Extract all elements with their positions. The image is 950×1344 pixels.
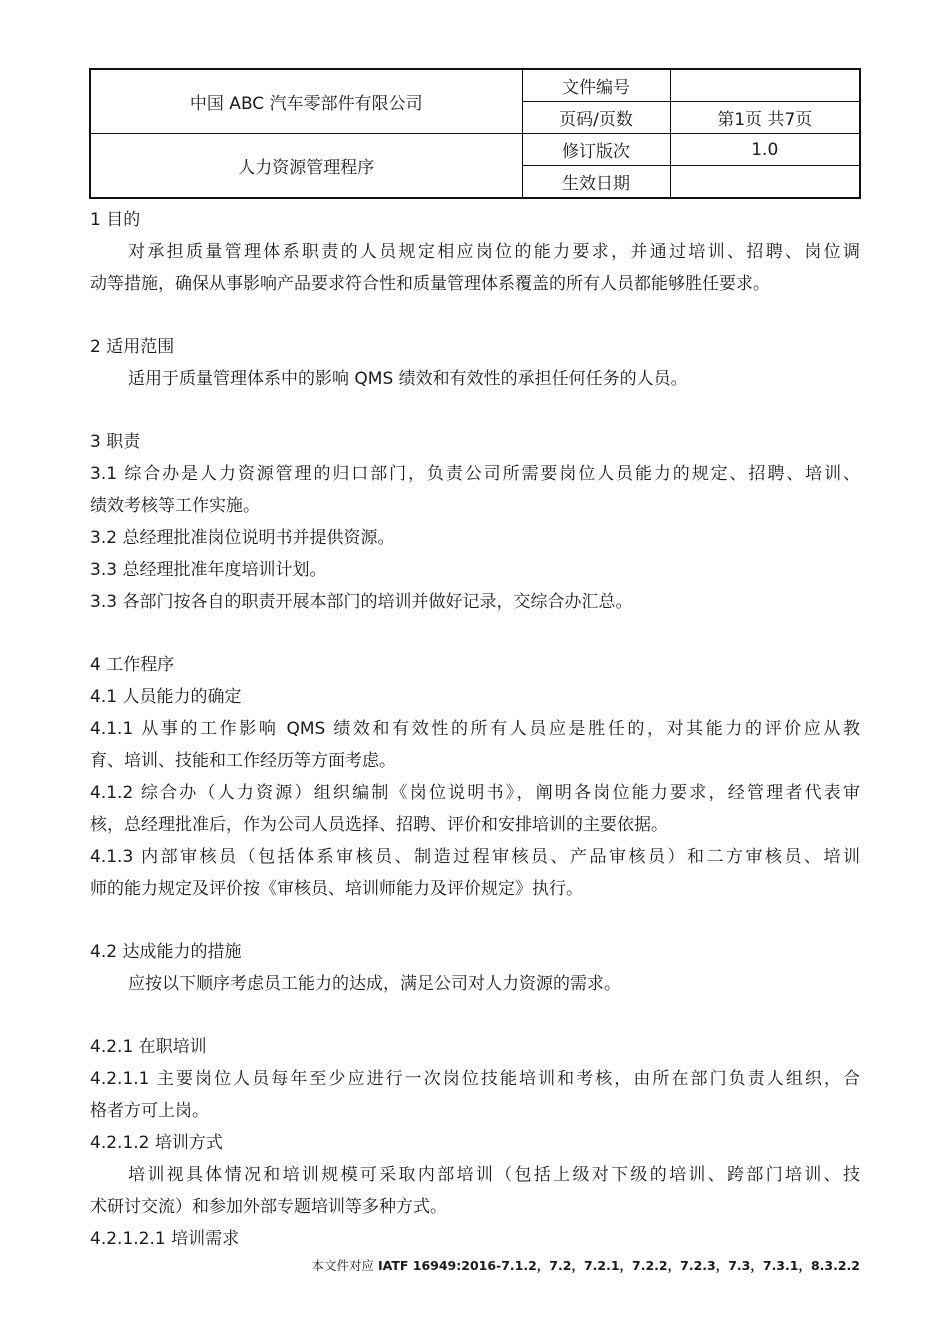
subsection-heading: 4.2.1 在职培训 — [90, 1037, 207, 1057]
document-body — [90, 204, 860, 1255]
paragraph-line: 3.3 总经理批准年度培训计划。 — [90, 560, 327, 580]
paragraph-line: 绩效考核等工作实施。 — [90, 496, 260, 516]
paragraph-line: 4.1.1 从事的工作影响 QMS 绩效和有效性的所有人员应是胜任的，对其能力的评价应从教 — [90, 719, 860, 739]
paragraph-line: 育、培训、技能和工作经历等方面考虑。 — [90, 751, 396, 771]
section-heading-scope: 2 适用范围 — [90, 337, 175, 357]
value-effective-date — [670, 166, 860, 199]
paragraph-line: 4.2.1.1 主要岗位人员每年至少应进行一次岗位技能培训和考核，由所在部门负责人组织，合 — [90, 1069, 860, 1089]
paragraph-line: 术研讨交流）和参加外部专题培训等多种方式。 — [90, 1197, 447, 1217]
paragraph-line: 3.1 综合办是人力资源管理的归口部门，负责公司所需要岗位人员能力的规定、招聘、培训、 — [90, 464, 860, 484]
company-name: 中国 ABC 汽车零部件有限公司 — [90, 69, 522, 134]
label-doc-number: 文件编号 — [522, 69, 670, 102]
label-revision: 修订版次 — [522, 134, 670, 166]
footer-iatf-clauses: IATF 16949:2016-7.1.2，7.2，7.2.1，7.2.2，7.2.3，7.3，7.3.1，8.3.2.2 — [377, 1258, 860, 1273]
paragraph-line: 核，总经理批准后，作为公司人员选择、招聘、评价和安排培训的主要依据。 — [90, 815, 668, 835]
paragraph-line: 动等措施，确保从事影响产品要求符合性和质量管理体系覆盖的所有人员都能够胜任要求。 — [90, 274, 770, 294]
paragraph-line: 格者方可上岗。 — [90, 1101, 209, 1121]
section-heading-responsibilities: 3 职责 — [90, 432, 141, 452]
label-page-count: 页码/页数 — [522, 102, 670, 134]
paragraph-line: 适用于质量管理体系中的影响 QMS 绩效和有效性的承担任何任务的人员。 — [128, 369, 688, 389]
paragraph-line: 应按以下顺序考虑员工能力的达成，满足公司对人力资源的需求。 — [128, 974, 621, 994]
paragraph-line: 4.1.3 内部审核员（包括体系审核员、制造过程审核员、产品审核员）和二方审核员、培训 — [90, 847, 860, 867]
paragraph-line: 3.3 各部门按各自的职责开展本部门的培训并做好记录，交综合办汇总。 — [90, 592, 633, 612]
paragraph-line: 对承担质量管理体系职责的人员规定相应岗位的能力要求，并通过培训、招聘、岗位调 — [128, 242, 860, 262]
subsection-heading: 4.2.1.2.1 培训需求 — [90, 1229, 240, 1249]
subsection-heading: 4.2.1.2 培训方式 — [90, 1133, 223, 1153]
document-header-table — [89, 68, 861, 199]
paragraph-line: 4.1.2 综合办（人力资源）组织编制《岗位说明书》，阐明各岗位能力要求，经管理者代表审 — [90, 783, 860, 803]
paragraph-line: 培训视具体情况和培训规模可采取内部培训（包括上级对下级的培训、跨部门培训、技 — [128, 1165, 860, 1185]
section-heading-procedure: 4 工作程序 — [90, 655, 175, 675]
subsection-heading: 4.2 达成能力的措施 — [90, 942, 242, 962]
value-doc-number — [670, 69, 860, 102]
value-page-count: 第1页 共7页 — [670, 102, 860, 134]
section-heading-purpose: 1 目的 — [90, 210, 141, 230]
value-revision: 1.0 — [670, 134, 860, 166]
paragraph-line: 师的能力规定及评价按《审核员、培训师能力及评价规定》执行。 — [90, 879, 583, 899]
subsection-heading: 4.1 人员能力的确定 — [90, 687, 242, 707]
footer-standard-reference — [312, 1256, 861, 1274]
footer-prefix: 本文件对应 — [311, 1258, 378, 1273]
document-title: 人力资源管理程序 — [90, 134, 522, 199]
paragraph-line: 3.2 总经理批准岗位说明书并提供资源。 — [90, 528, 395, 548]
label-effective-date: 生效日期 — [522, 166, 670, 199]
